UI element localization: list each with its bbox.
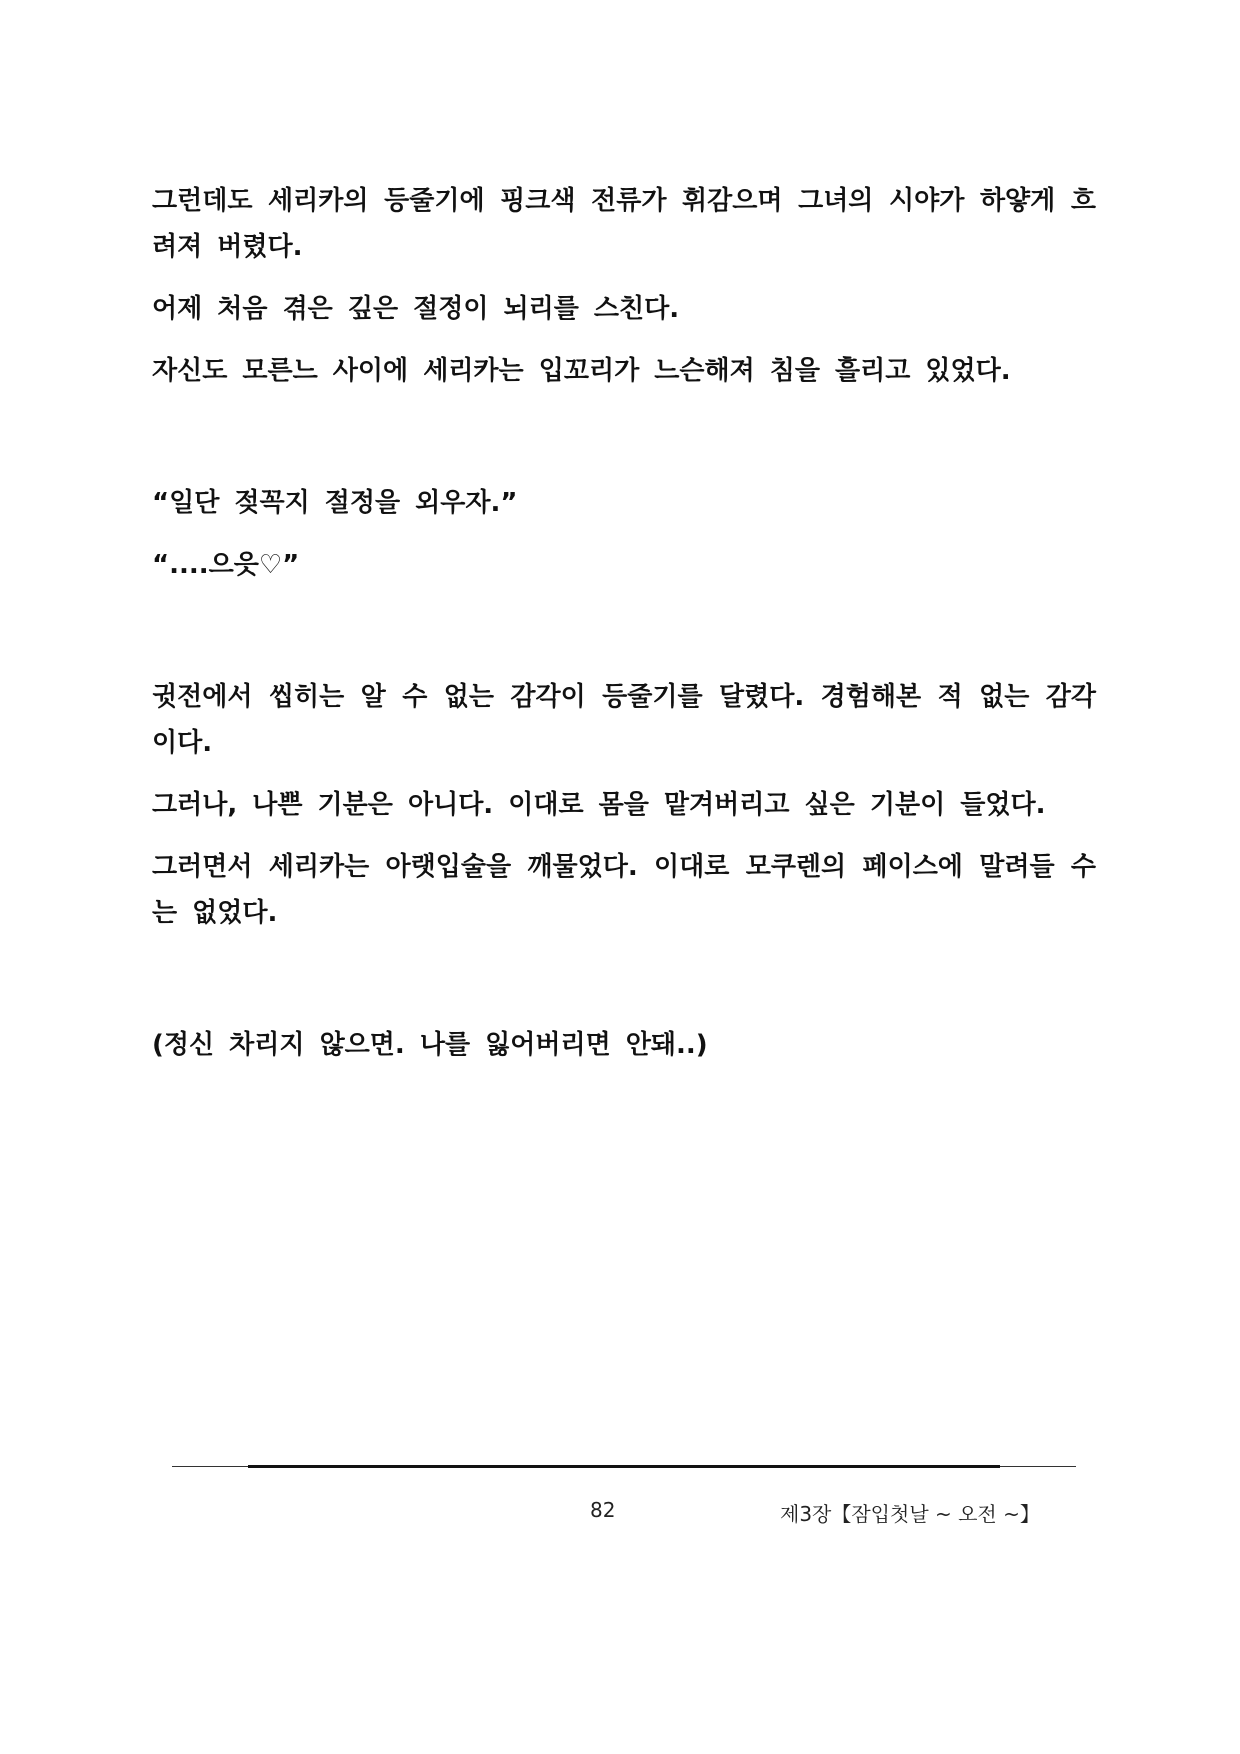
footer-divider-bold: [248, 1465, 1000, 1468]
chapter-title: 제3장【잠입첫날 ~ 오전 ~】: [780, 1502, 1040, 1526]
inner-thought: (정신 차리지 않으면. 나를 잃어버리면 안돼..): [152, 1030, 708, 1060]
paragraph: 그러나, 나쁜 기분은 아니다. 이대로 몸을 맡겨버리고 싶은 기분이 들었다.: [152, 790, 1046, 820]
section-gap: [152, 952, 1096, 1022]
page-number: 82: [590, 1498, 616, 1522]
section-gap: [152, 410, 1096, 480]
paragraph: 자신도 모른느 사이에 세리카는 입꼬리가 느슨해져 침을 흘리고 있었다.: [152, 356, 1011, 386]
dialogue-line: “....으읏♡”: [152, 550, 300, 580]
paragraph: 그러면서 세리카는 아랫입술을 깨물었다. 이대로 모쿠렌의 페이스에 말려들 수는 없었다.: [152, 852, 1096, 928]
paragraph: 어제 처음 겪은 깊은 절정이 뇌리를 스친다.: [152, 294, 680, 324]
body-text: [152, 178, 1096, 1084]
paragraph: 그런데도 세리카의 등줄기에 핑크색 전류가 휘감으며 그녀의 시야가 하얗게 흐려져 버렸다.: [152, 186, 1096, 262]
section-gap: [152, 604, 1096, 674]
dialogue-line: “일단 젖꼭지 절정을 외우자.”: [152, 488, 518, 518]
paragraph: 귓전에서 씹히는 알 수 없는 감각이 등줄기를 달렸다. 경험해본 적 없는 감각이다.: [152, 682, 1096, 758]
